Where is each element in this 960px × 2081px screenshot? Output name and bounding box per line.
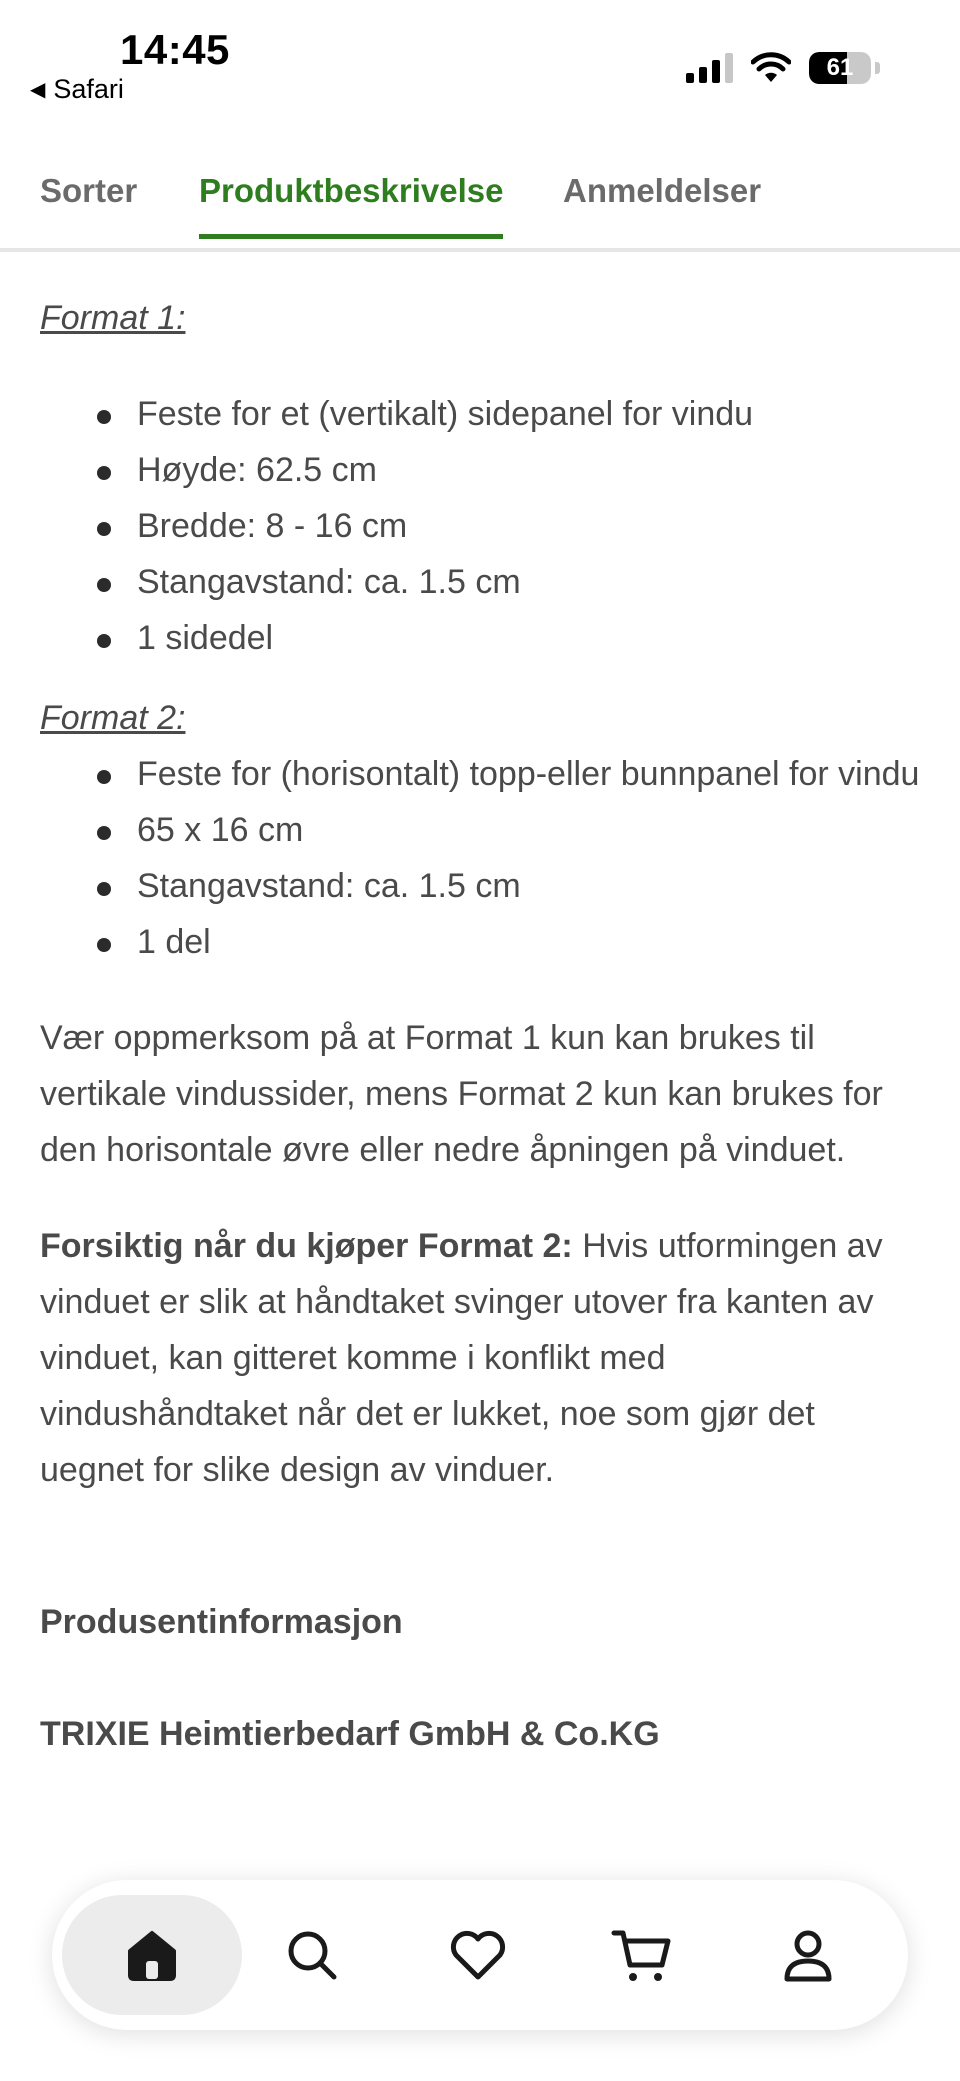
status-time: 14:45 (120, 26, 230, 73)
list-item: Feste for (horisontalt) topp-eller bunnpanel for vindu (137, 746, 920, 802)
warning-label: Forsiktig når du kjøper Format 2: (40, 1227, 573, 1265)
list-item: Feste for et (vertikalt) sidepanel for vindu (137, 386, 920, 442)
signal-icon (686, 53, 733, 83)
status-icons (686, 52, 880, 84)
cart-icon (610, 1925, 674, 1985)
back-triangle-icon: ◀ (30, 79, 46, 101)
search-icon (282, 1925, 342, 1985)
format1-list (40, 386, 920, 666)
tab-produktbeskrivelse[interactable]: Produktbeskrivelse (199, 172, 503, 239)
format1-title: Format 1: (40, 299, 186, 337)
home-icon (122, 1925, 182, 1985)
list-item: 1 sidedel (137, 610, 920, 666)
warning-text: Hvis utformingen av vinduet er slik at håndtaket svinger utover fra kanten av vinduet, kan gitteret komme i konflikt med vindushåndtaket når det er lukket, noe som gjør det uegnet for slike design av vinduer. (40, 1227, 883, 1489)
tab-sorter[interactable]: Sorter (40, 172, 138, 209)
product-description (40, 290, 920, 1762)
battery-percent: 61 (826, 54, 854, 81)
heart-icon (447, 1925, 509, 1985)
back-to-safari-link[interactable] (30, 74, 124, 105)
manufacturer-title: Produsentinformasjon (40, 1603, 403, 1641)
format2-title: Format 2: (40, 699, 186, 737)
list-item: Stangavstand: ca. 1.5 cm (137, 554, 920, 610)
list-item: 1 del (137, 914, 920, 970)
format2-list (40, 746, 920, 970)
list-item: Høyde: 62.5 cm (137, 442, 920, 498)
profile-icon (778, 1925, 838, 1985)
nav-cart[interactable] (582, 1895, 702, 2015)
tab-anmeldelser[interactable]: Anmeldelser (563, 172, 762, 209)
wifi-icon (751, 52, 791, 84)
battery-tip (875, 62, 880, 74)
bottom-nav (52, 1880, 908, 2030)
status-bar (0, 0, 960, 120)
back-app-label: Safari (53, 74, 124, 104)
list-item: 65 x 16 cm (137, 802, 920, 858)
battery-icon (809, 52, 871, 84)
nav-home[interactable] (62, 1895, 242, 2015)
list-item: Stangavstand: ca. 1.5 cm (137, 858, 920, 914)
nav-favorites[interactable] (418, 1895, 538, 2015)
warning-paragraph (40, 1218, 920, 1498)
manufacturer-name: TRIXIE Heimtierbedarf GmbH & Co.KG (40, 1715, 660, 1753)
list-item: Bredde: 8 - 16 cm (137, 498, 920, 554)
format-note: Vær oppmerksom på at Format 1 kun kan brukes til vertikale vindussider, mens Format 2 kun kan brukes for den horisontale øvre eller nedre åpningen på vinduet. (40, 1019, 883, 1169)
nav-search[interactable] (252, 1895, 372, 2015)
nav-profile[interactable] (748, 1895, 868, 2015)
product-tabs (0, 160, 960, 252)
